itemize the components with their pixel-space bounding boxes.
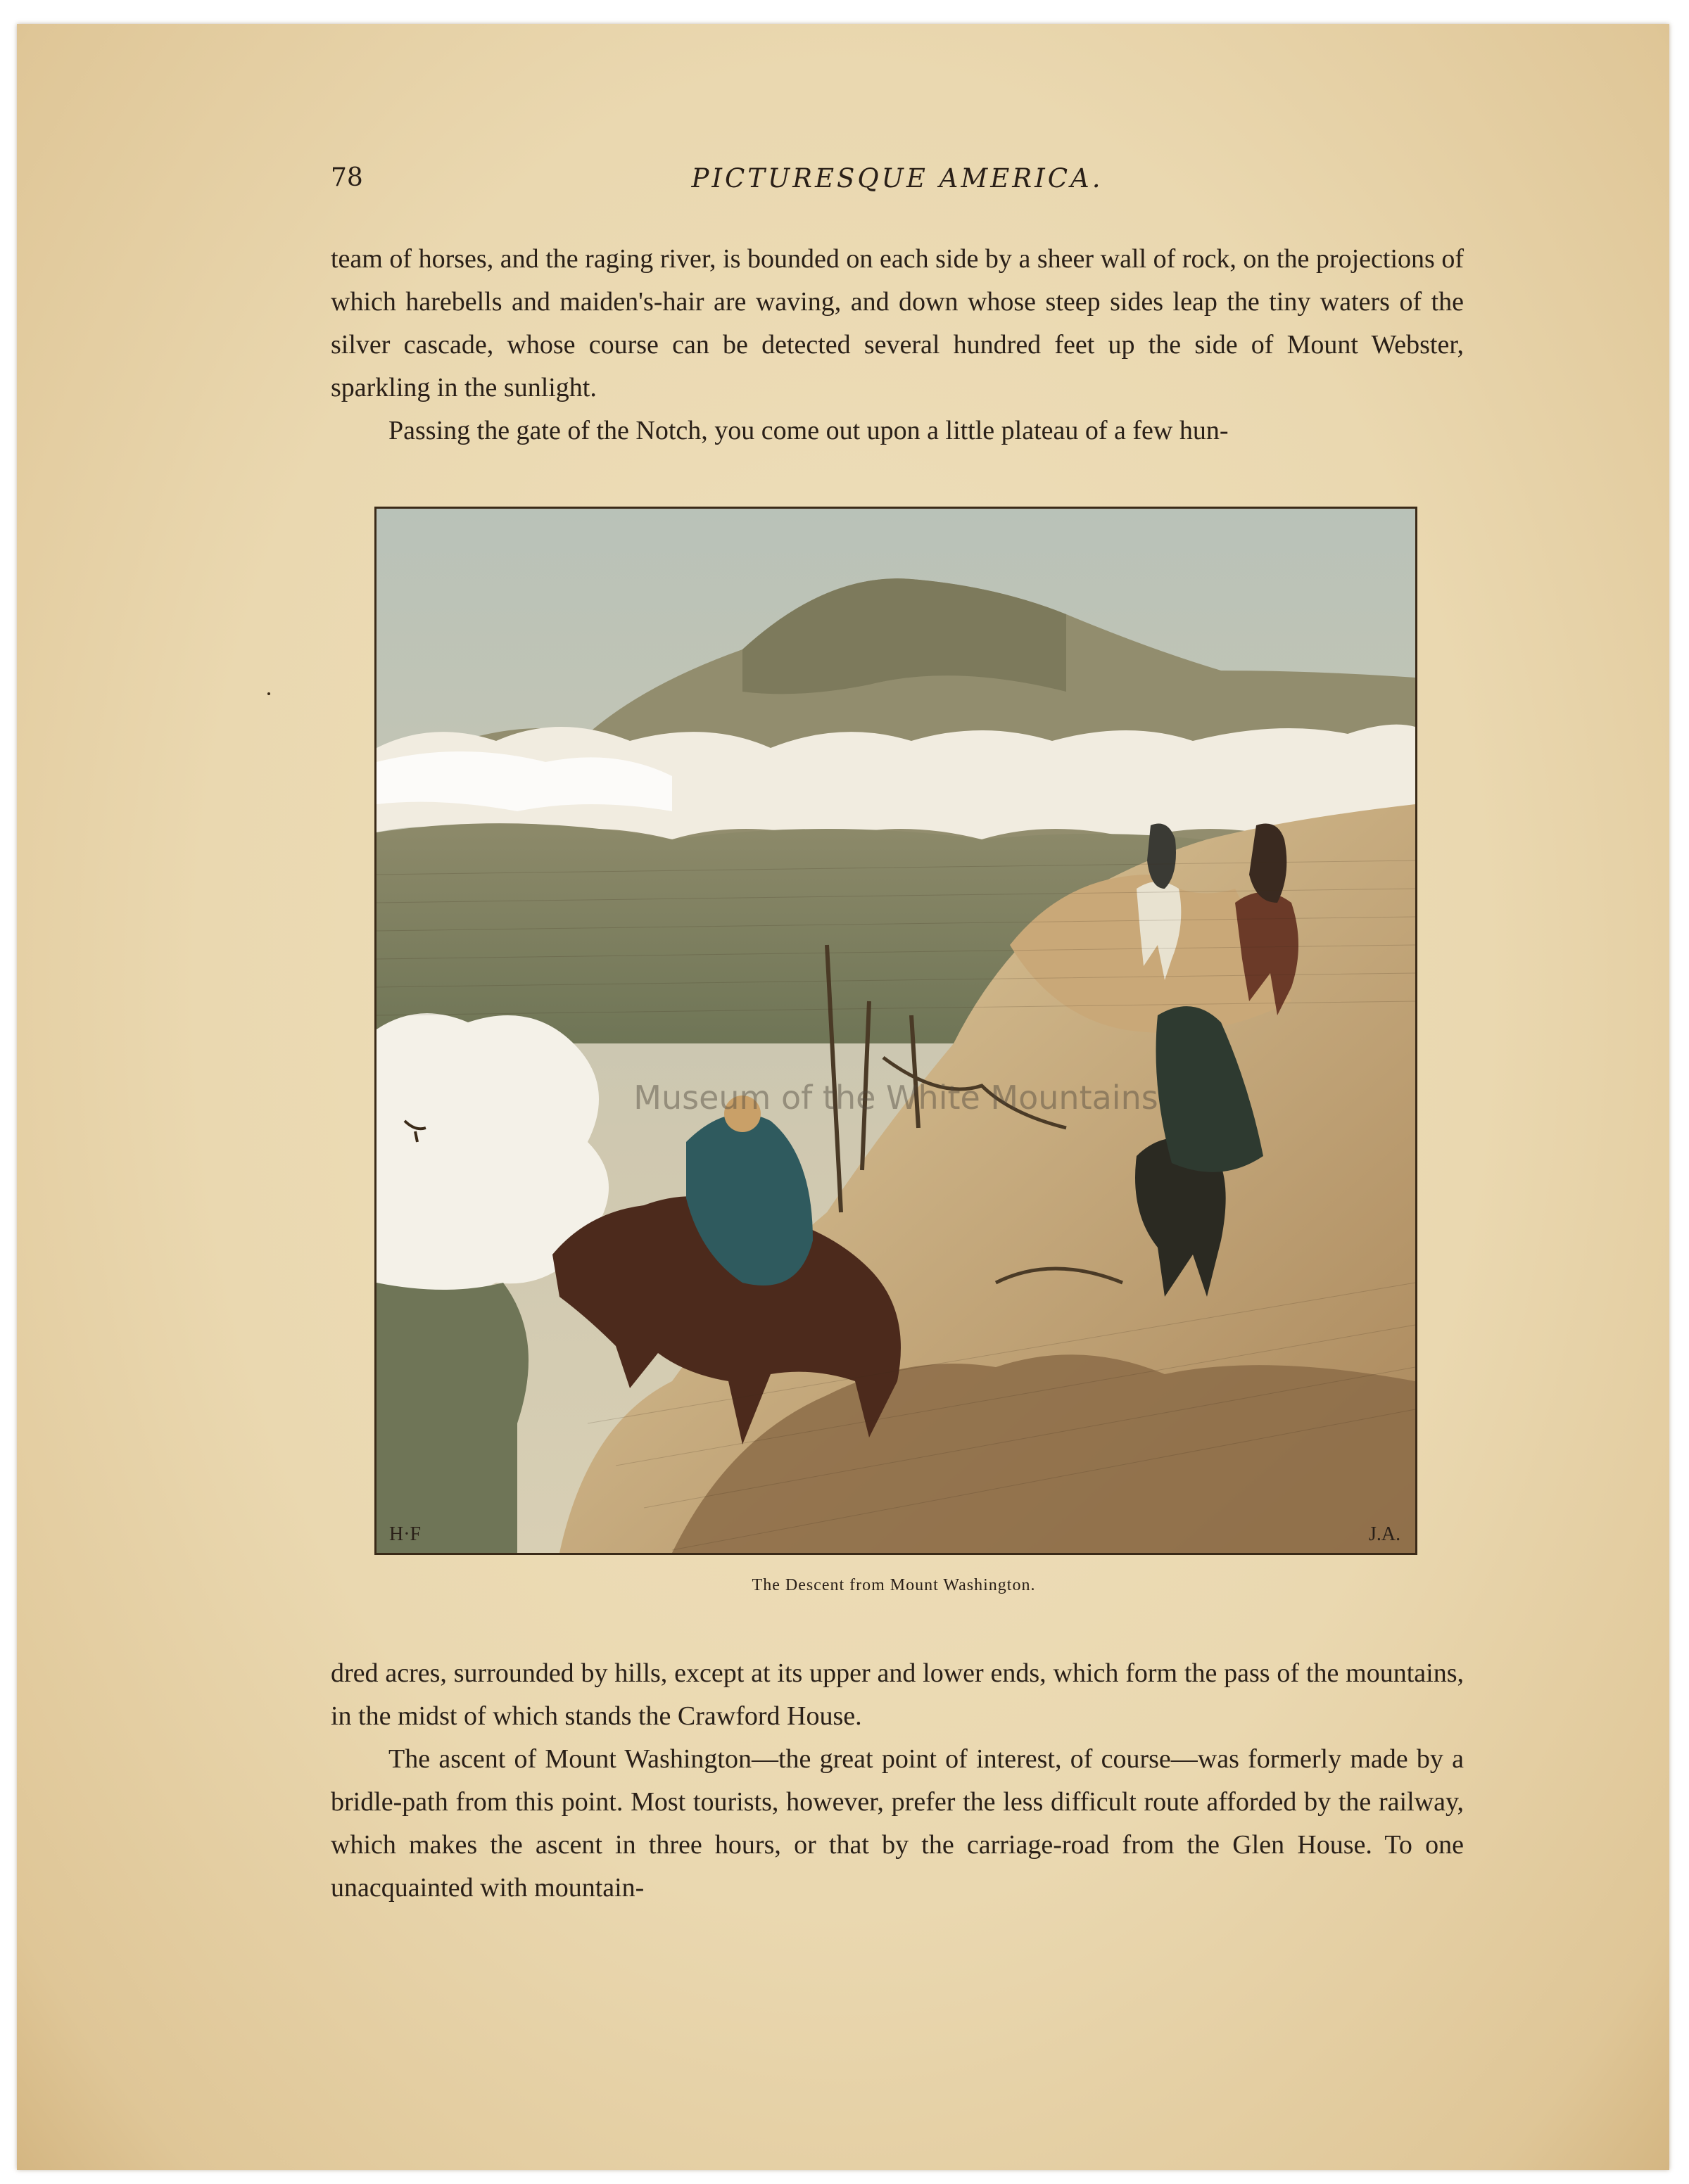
top-paragraph-2: Passing the gate of the Notch, you come out upon a little plateau of a few hun- xyxy=(388,416,1229,445)
bottom-text-block xyxy=(331,1652,1464,1910)
running-title: PICTURESQUE AMERICA. xyxy=(691,163,1103,193)
page-header xyxy=(331,163,1464,212)
bottom-paragraph-1: dred acres, surrounded by hills, except at its upper and lower ends, which form the pass of the mountains, in the midst of which stands the Crawford House. xyxy=(331,1658,1464,1731)
top-paragraph-1: team of horses, and the raging river, is bounded on each side by a sheer wall of rock, on the projections of which harebells and maiden's-hair are waving, and down whose steep sides leap the tiny waters of the silver cascade, whose course can be detected several hundred feet up the side of Mount Webster, sparkling in the sunlight. xyxy=(331,244,1464,402)
page-number: 78 xyxy=(331,163,363,192)
engraver-signature-left: H·F xyxy=(389,1523,422,1545)
forest-slope xyxy=(377,1283,529,1553)
bottom-paragraph-2: The ascent of Mount Washington—the great point of interest, of course—was formerly made by a bridle-path from this point. Most tourists, however, prefer the less difficult route afforded by the railway, which makes the ascent in three hours, or that by the carriage-road from the Glen House. To one unacquainted with mountain- xyxy=(331,1744,1464,1903)
ink-speck xyxy=(267,692,270,695)
engraving-illustration xyxy=(374,507,1417,1555)
engraver-signature-right: J.A. xyxy=(1369,1523,1401,1545)
top-text-block xyxy=(331,238,1464,452)
museum-watermark: Museum of the White Mountains xyxy=(633,1079,1158,1117)
illustration-caption: The Descent from Mount Washington. xyxy=(752,1576,1036,1594)
engraving-artwork xyxy=(377,509,1415,1553)
